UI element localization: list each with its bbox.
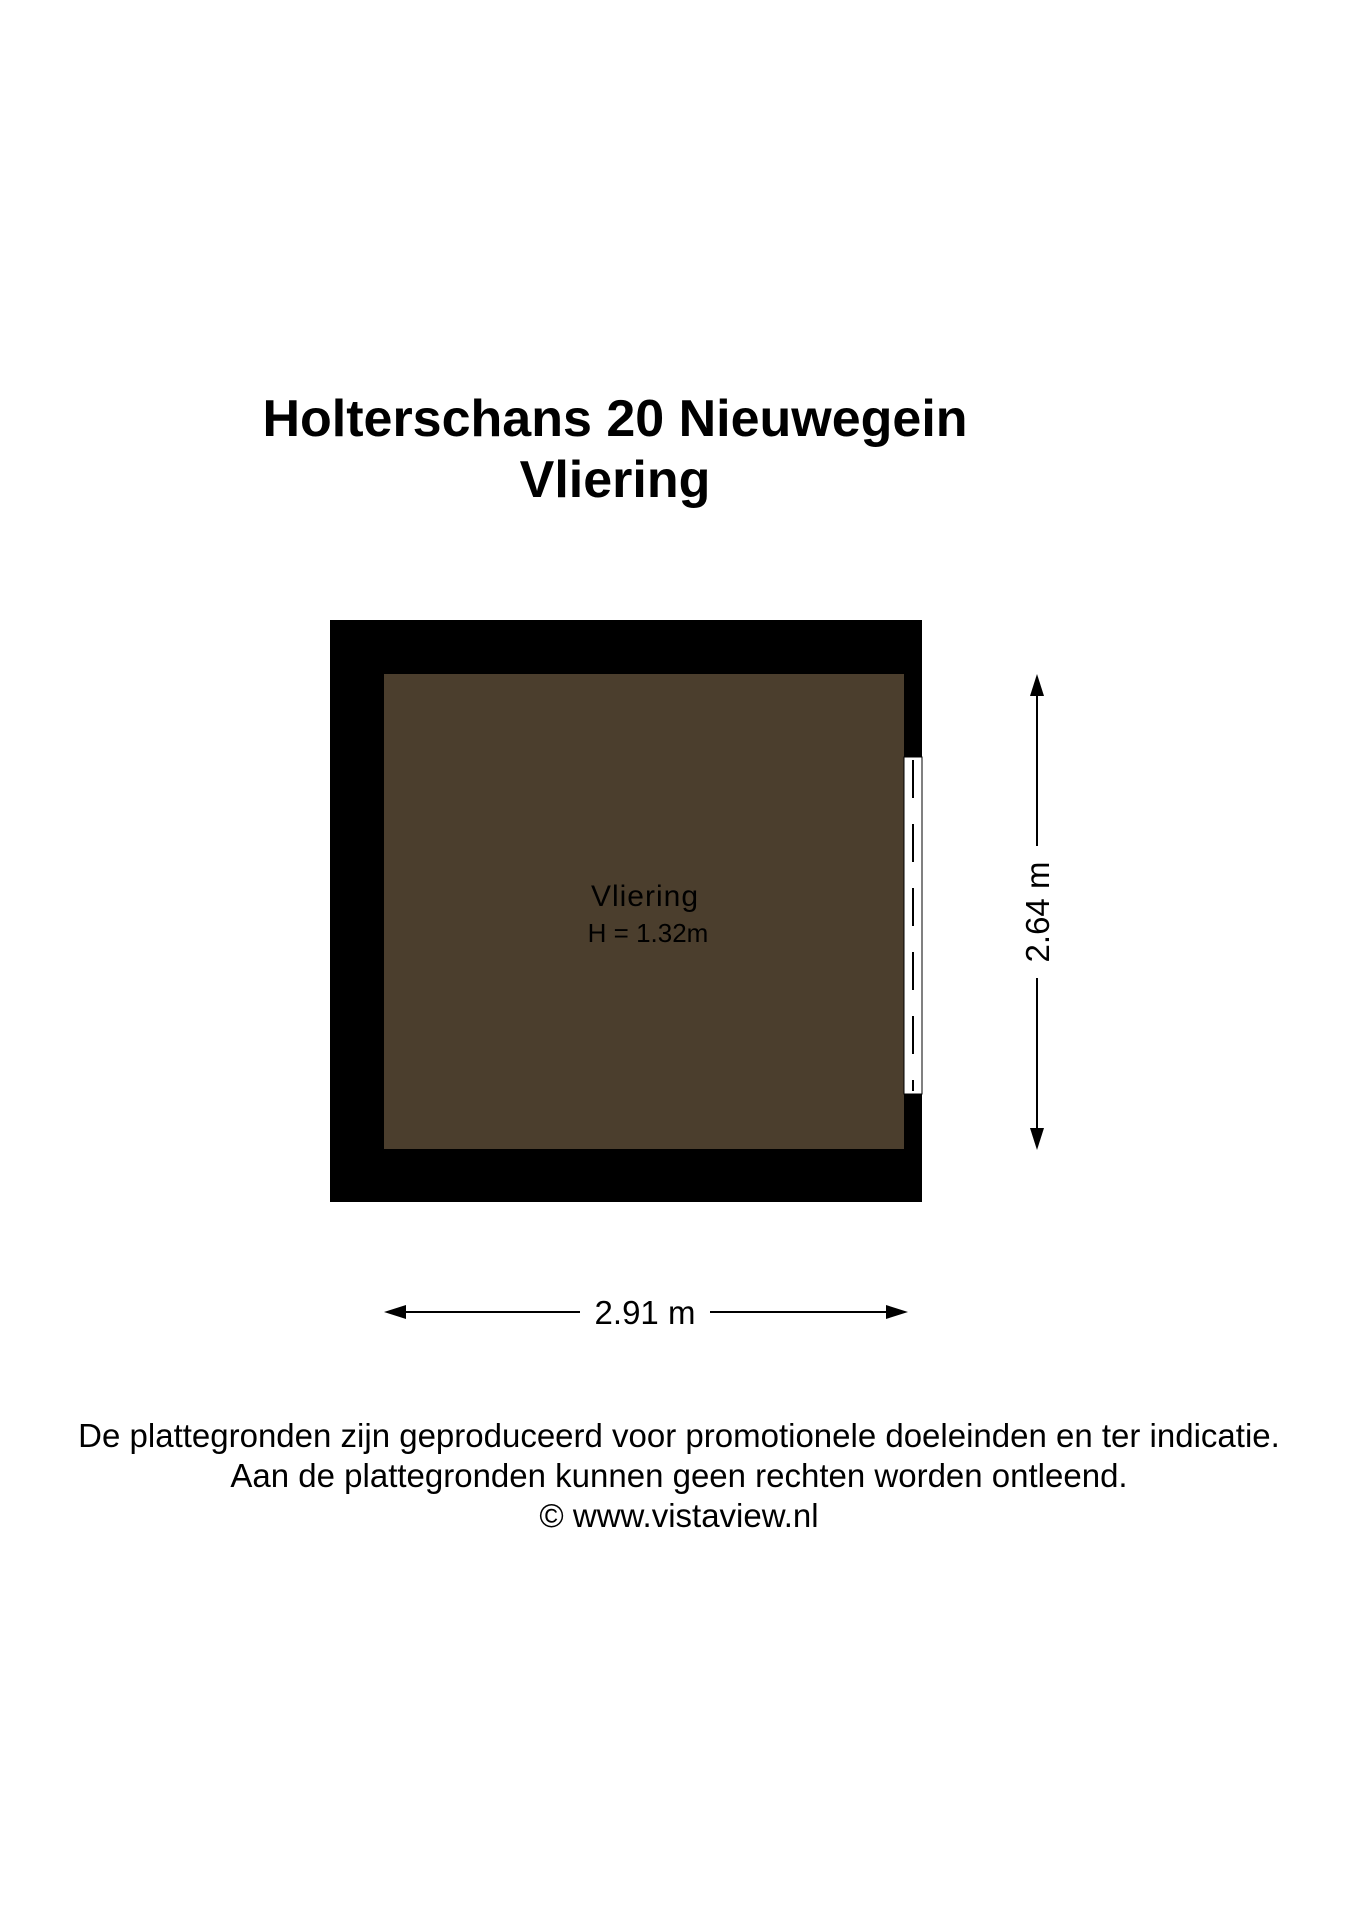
depth-dimension [1019,674,1056,1150]
room-height-label: H = 1.32m [587,918,709,948]
copyright-link[interactable]: © www.vistaview.nl [539,1497,819,1534]
width-arrow-left-icon [384,1305,406,1319]
depth-arrow-up-icon [1030,674,1044,696]
width-dimension [384,1294,908,1331]
disclaimer-line-1: De plattegronden zijn geproduceerd voor promotionele doeleinden en ter indicatie. [78,1417,1280,1454]
depth-arrow-down-icon [1030,1128,1044,1150]
plan-title-floor: Vliering [519,451,711,509]
width-arrow-right-icon [886,1305,908,1319]
plan-title-address: Holterschans 20 Nieuwegein [262,390,968,448]
disclaimer-line-2: Aan de plattegronden kunnen geen rechten worden ontleend. [230,1457,1128,1494]
room-name-label: Vliering [590,880,700,913]
depth-dimension-label: 2.64 m [1019,861,1056,963]
width-dimension-label: 2.91 m [594,1294,696,1331]
